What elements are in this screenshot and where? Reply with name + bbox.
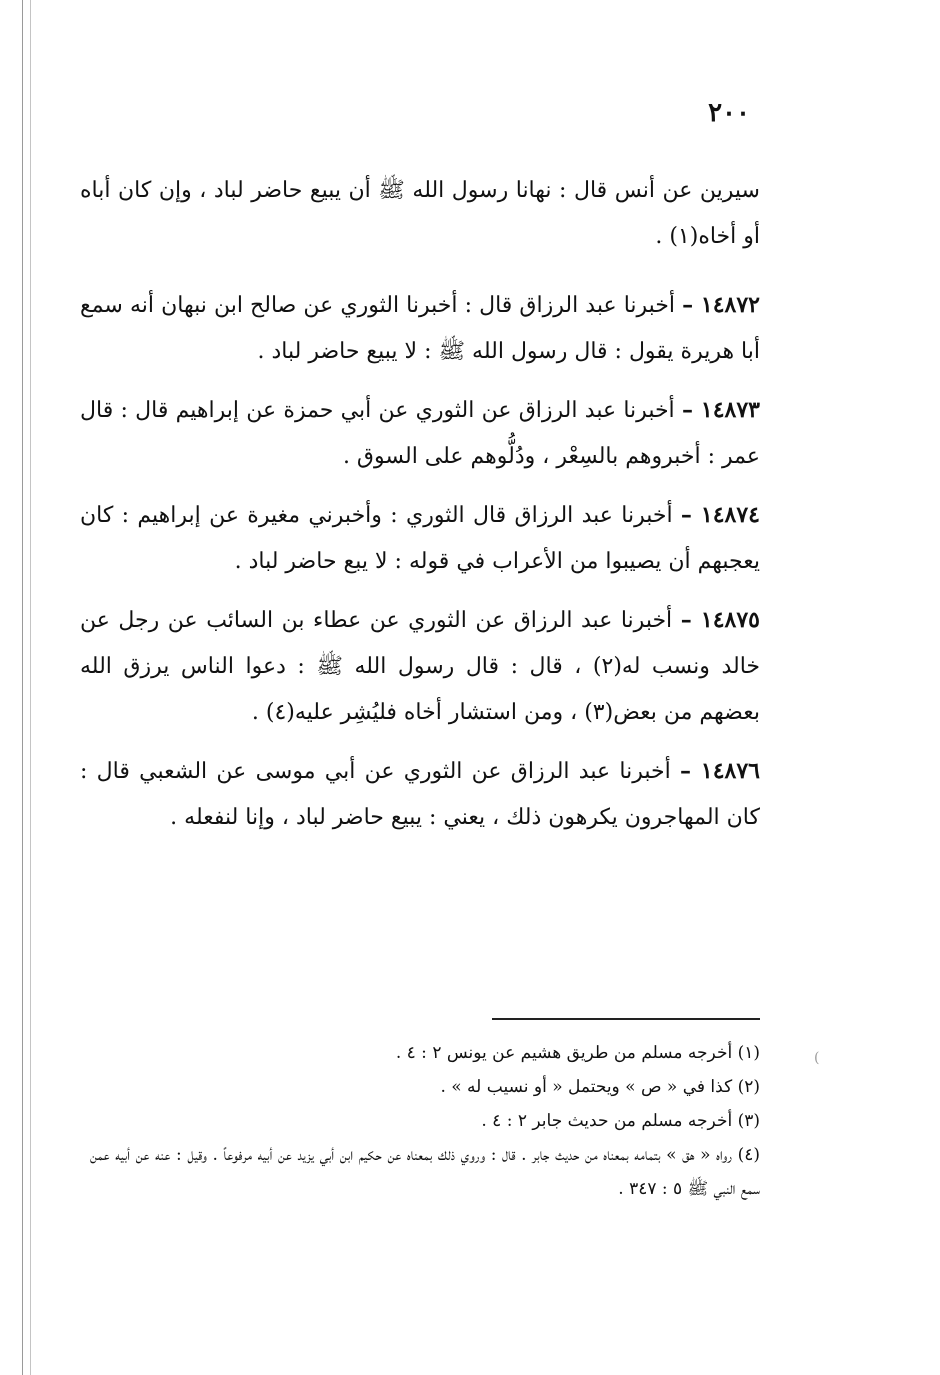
footnote: (٣) أخرجه مسلم من حديث جابر ٢ : ٤ .	[481, 1111, 760, 1131]
paragraph-text: أخبرنا عبد الرزاق قال : أخبرنا الثوري عن صالح ابن نبهان أنه سمع أبا هريرة يقول : قال رسول الله ﷺ : لا يبيع حاضر لباد .	[80, 293, 760, 364]
main-text	[80, 168, 760, 853]
binding-edge-line	[30, 0, 31, 1375]
margin-mark: (	[814, 1050, 820, 1066]
footnote: (٢) كذا في « ص » ويحتمل « أو نسيب له » .	[440, 1077, 760, 1097]
paragraph-text: أخبرنا عبد الرزاق عن الثوري عن أبي موسى عن الشعبي قال : كان المهاجرون يكرهون ذلك ، يعني : يبيع حاضر لباد ، وإنا لنفعله .	[80, 759, 760, 830]
footnote-divider	[492, 1018, 760, 1020]
paragraph-text: أخبرنا عبد الرزاق قال الثوري : وأخبرني مغيرة عن إبراهيم : كان يعجبهم أن يصيبوا من الأعراب في قوله : لا يبع حاضر لباد .	[80, 503, 760, 574]
page-number: ٢٠٠	[708, 98, 750, 128]
hadith-paragraph	[80, 282, 760, 375]
footnotes	[90, 1036, 760, 1206]
footnote: (٤) رواه « هق » بتمامه بمعناه من حديث جابر . قال : وروي ذلك بمعناه عن حكيم ابن أبي يزيد عن أبيه مرفوعاً . وقيل : عنه عن أبيه عمن سمع النبي ﷺ ٥ : ٣٤٧ .	[90, 1145, 760, 1199]
hadith-number: ١٤٨٧٢ –	[682, 292, 760, 318]
hadith-number: ١٤٨٧٥ –	[680, 607, 760, 633]
hadith-number: ١٤٨٧٦ –	[679, 758, 760, 784]
paragraph-text: سيرين عن أنس قال : نهانا رسول الله ﷺ أن يبيع حاضر لباد ، وإن كان أباه أو أخاه(١) .	[80, 178, 760, 249]
binding-edge-line	[22, 0, 23, 1375]
hadith-paragraph	[80, 168, 760, 260]
hadith-paragraph	[80, 748, 760, 841]
hadith-number: ١٤٨٧٣ –	[681, 397, 760, 423]
hadith-paragraph	[80, 597, 760, 736]
paragraph-text: أخبرنا عبد الرزاق عن الثوري عن عطاء بن السائب عن رجل عن خالد ونسب له(٢) ، قال : قال رسول الله ﷺ : دعوا الناس يرزق الله بعضهم من بعض(٣) ، ومن استشار أخاه فليُشِر عليه(٤) .	[80, 608, 760, 725]
footnote: (١) أخرجه مسلم من طريق هشيم عن يونس ٢ : ٤ .	[395, 1043, 760, 1063]
hadith-paragraph	[80, 387, 760, 480]
hadith-number: ١٤٨٧٤ –	[680, 502, 760, 528]
hadith-paragraph	[80, 492, 760, 585]
paragraph-text: أخبرنا عبد الرزاق عن الثوري عن أبي حمزة عن إبراهيم قال : قال عمر : أخبروهم بالسِعْر ، ودُلُّوهم على السوق .	[80, 398, 760, 469]
